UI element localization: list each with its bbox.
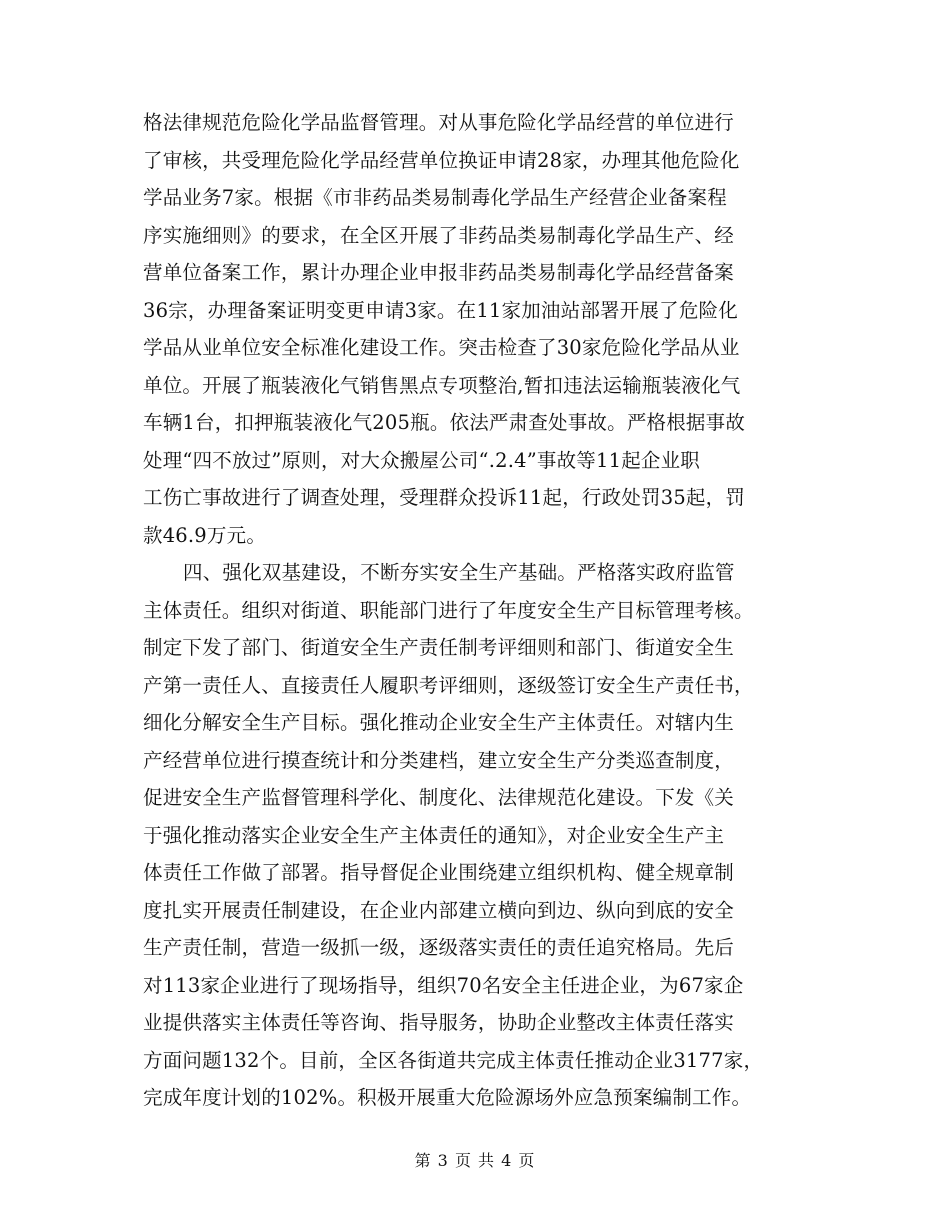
text-line: 36宗，办理备案证明变更申请3家。在11家加油站部署开展了危险化 [143,298,738,322]
text-line: 制定下发了部门、街道安全生产责任制考评细则和部门、街道安全生 [143,636,735,659]
text-line: 营单位备案工作，累计办理企业申报非药品类易制毒化学品经营备案 [143,261,735,284]
text-line: 细化分解安全生产目标。强化推动企业安全生产主体责任。对辖内生 [143,711,735,734]
text-line: 格法律规范危险化学品监督管理。对从事危险化学品经营的单位进行 [143,111,735,134]
text-line: 车辆1台，扣押瓶装液化气205瓶。依法严肃查处事故。严格根据事故 [143,411,746,434]
text-line: 款46.9万元。 [143,523,267,547]
text-line: 产第一责任人、直接责任人履职考评细则，逐级签订安全生产责任书， [143,673,754,697]
text-line: 度扎实开展责任制建设，在企业内部建立横向到边、纵向到底的安全 [143,898,735,922]
text-line: 四、强化双基建设，不断夯实安全生产基础。严格落实政府监管 [183,561,735,584]
text-line: 了审核，共受理危险化学品经营单位换证申请28家，办理其他危险化 [143,148,740,172]
text-line: 方面问题132个。目前，全区各街道共完成主体责任推动企业3177家， [143,1048,764,1072]
text-line: 工伤亡事故进行了调查处理，受理群众投诉11起，行政处罚35起，罚 [143,486,746,509]
text-line: 业提供落实主体责任等咨询、指导服务，协助企业整改主体责任落实 [143,1011,735,1034]
text-line: 处理“四不放过”原则，对大众搬屋公司“.2.4”事故等11起企业职 [143,448,700,472]
text-line: 对113家企业进行了现场指导，组织70名安全主任进企业，为67家企 [143,973,744,997]
text-line: 序实施细则》的要求，在全区开展了非药品类易制毒化学品生产、经 [143,223,735,247]
page-footer: 第 3 页 共 4 页 [414,1151,536,1170]
text-line: 单位。开展了瓶装液化气销售黑点专项整治,暂扣违法运输瓶装液化气 [143,373,741,397]
text-line: 完成年度计划的102%。积极开展重大危险源场外应急预案编制工作。 [143,1086,752,1109]
text-line: 学品从业单位安全标准化建设工作。突击检查了30家危险化学品从业 [143,336,740,359]
text-line: 产经营单位进行摸查统计和分类建档，建立安全生产分类巡查制度， [143,748,735,772]
text-line: 体责任工作做了部署。指导督促企业围绕建立组织机构、健全规章制 [143,861,735,884]
text-line: 促进安全生产监督管理科学化、制度化、法律规范化建设。下发《关 [143,786,735,809]
body-text [143,104,803,1117]
text-line: 于强化推动落实企业安全生产主体责任的通知》，对企业安全生产主 [143,823,725,847]
text-line: 生产责任制，营造一级抓一级，逐级落实责任的责任追究格局。先后 [143,936,735,959]
text-line: 主体责任。组织对街道、职能部门进行了年度安全生产目标管理考核。 [143,598,754,622]
text-line: 学品业务7家。根据《市非药品类易制毒化学品生产经营企业备案程 [143,186,727,209]
